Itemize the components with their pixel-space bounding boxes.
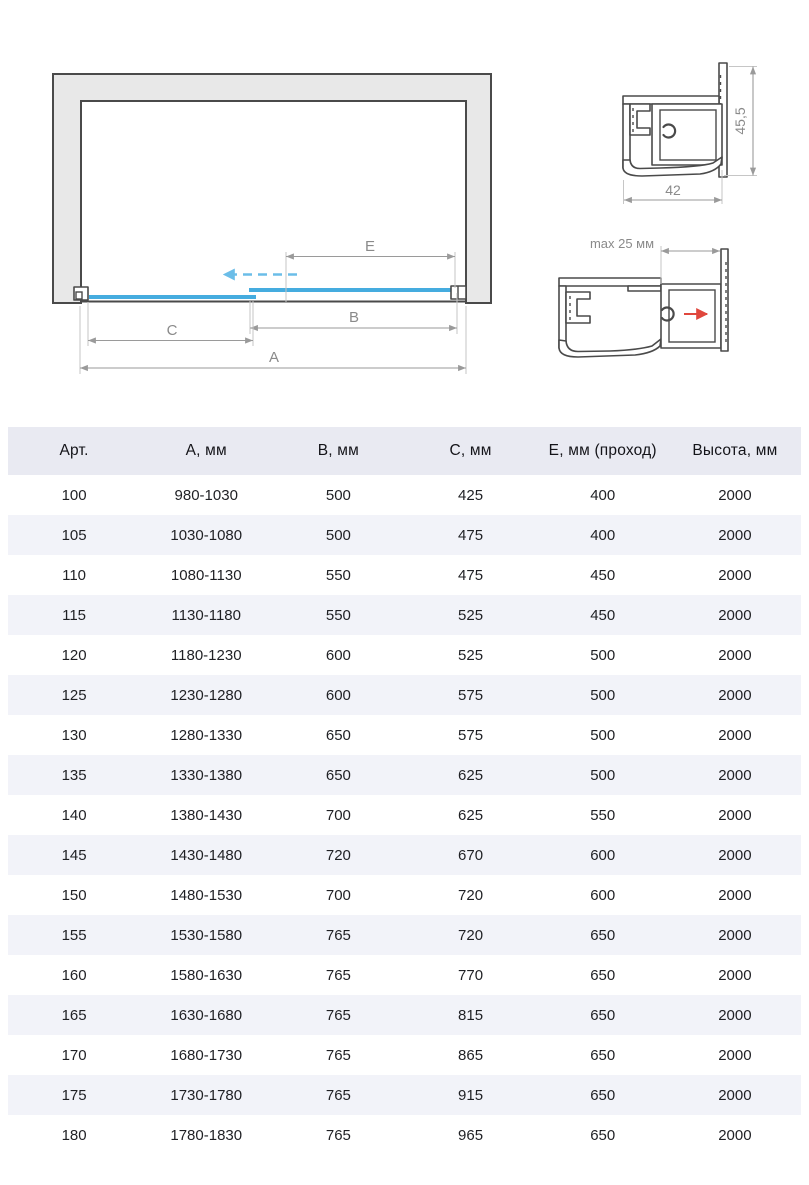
table-row <box>8 675 801 715</box>
table-cell: 650 <box>590 926 616 944</box>
table-row <box>8 915 801 955</box>
dimension-max-gap-label: max 25 мм <box>589 236 655 251</box>
table-cell: 550 <box>325 606 351 624</box>
table-cell: 600 <box>590 886 616 904</box>
table-cell: 450 <box>590 566 616 584</box>
dimension-e-label: E <box>364 238 376 255</box>
table-cell: 2000 <box>718 486 752 504</box>
table-cell: 650 <box>325 726 351 744</box>
table-cell: 525 <box>458 606 484 624</box>
table-cell: 2000 <box>718 806 752 824</box>
wall-profile-side <box>559 286 566 348</box>
dimension-e <box>286 238 455 302</box>
table-cell: 150 <box>61 886 87 904</box>
table-cell: 1480-1530 <box>170 886 243 904</box>
table-cell: 500 <box>590 646 616 664</box>
table-cell: 135 <box>61 766 87 784</box>
plan-view-diagram <box>53 74 491 374</box>
table-cell: 915 <box>458 1086 484 1104</box>
table-cell: 2000 <box>718 646 752 664</box>
table-cell: 105 <box>61 526 87 544</box>
table-cell: 1230-1280 <box>170 686 243 704</box>
table-cell: 2000 <box>718 606 752 624</box>
dimension-max-gap <box>590 236 720 284</box>
table-cell: 600 <box>590 846 616 864</box>
table-cell: 765 <box>325 1086 351 1104</box>
table-cell: 1030-1080 <box>170 526 243 544</box>
table-cell: 425 <box>458 486 484 504</box>
table-cell: 180 <box>61 1126 87 1144</box>
column-header: С, мм <box>404 427 536 475</box>
table-cell: 500 <box>325 526 351 544</box>
table-row <box>8 555 801 595</box>
sliding-door-panel <box>89 295 256 299</box>
table-cell: 650 <box>590 1046 616 1064</box>
drawings-svg <box>0 0 809 420</box>
table-row <box>8 995 801 1035</box>
column-header: А, мм <box>140 427 272 475</box>
table-cell: 160 <box>61 966 87 984</box>
fixed-glass-panel <box>249 288 457 292</box>
dimension-height-label: 45,5 <box>732 107 748 135</box>
table-cell: 650 <box>590 966 616 984</box>
table-cell: 450 <box>590 606 616 624</box>
table-body <box>8 475 801 1155</box>
table-cell: 2000 <box>718 726 752 744</box>
table-cell: 140 <box>61 806 87 824</box>
table-row <box>8 475 801 515</box>
table-cell: 650 <box>325 766 351 784</box>
table-cell: 170 <box>61 1046 87 1064</box>
table-cell: 765 <box>325 1006 351 1024</box>
column-header: Высота, мм <box>669 427 801 475</box>
table-cell: 1180-1230 <box>170 646 242 664</box>
table-cell: 125 <box>61 686 87 704</box>
column-header: Арт. <box>8 427 140 475</box>
table-cell: 1730-1780 <box>170 1086 243 1104</box>
right-wall-bracket <box>451 286 466 299</box>
table-cell: 2000 <box>718 846 752 864</box>
table-cell: 1380-1430 <box>170 806 243 824</box>
table-cell: 165 <box>61 1006 87 1024</box>
table-cell: 765 <box>325 966 351 984</box>
table-row <box>8 515 801 555</box>
table-cell: 500 <box>590 766 616 784</box>
top-web <box>623 96 719 104</box>
dimensions-table <box>8 427 801 1155</box>
table-cell: 700 <box>325 886 351 904</box>
table-cell: 2000 <box>718 966 752 984</box>
table-cell: 155 <box>61 926 87 944</box>
table-cell: 1280-1330 <box>170 726 243 744</box>
table-cell: 965 <box>458 1126 484 1144</box>
door-profile-chamber <box>661 284 721 348</box>
dimension-c <box>88 301 253 346</box>
table-cell: 100 <box>61 486 87 504</box>
left-wall <box>623 104 630 168</box>
door-wall-flange <box>721 249 728 351</box>
wall-profile-lip <box>559 339 661 357</box>
table-row <box>8 875 801 915</box>
table-cell: 1780-1830 <box>170 1126 243 1144</box>
dimension-b <box>250 293 457 334</box>
table-row <box>8 755 801 795</box>
table-cell: 1630-1680 <box>170 1006 243 1024</box>
table-cell: 600 <box>325 646 351 664</box>
table-cell: 865 <box>458 1046 484 1064</box>
hanger-rail <box>628 286 661 291</box>
table-cell: 980-1030 <box>174 486 238 504</box>
table-row <box>8 795 801 835</box>
table-cell: 2000 <box>718 926 752 944</box>
table-row <box>8 1075 801 1115</box>
table-cell: 2000 <box>718 886 752 904</box>
table-cell: 475 <box>458 526 484 544</box>
table-cell: 720 <box>458 926 484 944</box>
table-cell: 815 <box>458 1006 484 1024</box>
profile-section-top <box>623 63 757 204</box>
table-cell: 2000 <box>718 686 752 704</box>
table-cell: 525 <box>458 646 484 664</box>
table-cell: 765 <box>325 926 351 944</box>
table-cell: 700 <box>325 806 351 824</box>
table-cell: 600 <box>325 686 351 704</box>
table-cell: 2000 <box>718 566 752 584</box>
table-cell: 1680-1730 <box>170 1046 243 1064</box>
table-cell: 550 <box>590 806 616 824</box>
table-row <box>8 595 801 635</box>
table-cell: 2000 <box>718 526 752 544</box>
table-row <box>8 955 801 995</box>
table-row <box>8 715 801 755</box>
table-cell: 500 <box>590 726 616 744</box>
table-cell: 2000 <box>718 1046 752 1064</box>
table-cell: 2000 <box>718 1086 752 1104</box>
table-head <box>8 427 801 475</box>
wall-profile-web <box>559 278 661 286</box>
column-header: Е, мм (проход) <box>537 427 669 475</box>
table-cell: 2000 <box>718 1126 752 1144</box>
table-cell: 1130-1180 <box>171 606 241 624</box>
table-cell: 765 <box>325 1126 351 1144</box>
table-cell: 400 <box>590 486 616 504</box>
table-cell: 720 <box>325 846 351 864</box>
table-row <box>8 1115 801 1155</box>
table-cell: 175 <box>61 1086 87 1104</box>
table-cell: 1330-1380 <box>170 766 243 784</box>
dimension-b-label: B <box>348 309 360 326</box>
table-row <box>8 1035 801 1075</box>
table-cell: 575 <box>458 726 484 744</box>
profile-chamber <box>652 104 722 165</box>
table-cell: 650 <box>590 1086 616 1104</box>
table-cell: 625 <box>458 766 484 784</box>
wall-outline <box>53 74 491 303</box>
table-cell: 475 <box>458 566 484 584</box>
profile-section-bottom <box>559 236 728 357</box>
table-cell: 120 <box>61 646 87 664</box>
table-cell: 1580-1630 <box>170 966 243 984</box>
table-cell: 130 <box>61 726 87 744</box>
table-cell: 115 <box>62 606 87 624</box>
table-cell: 145 <box>61 846 87 864</box>
table-cell: 2000 <box>718 1006 752 1024</box>
table-cell: 550 <box>325 566 351 584</box>
table-cell: 400 <box>590 526 616 544</box>
column-header: В, мм <box>272 427 404 475</box>
table-cell: 650 <box>590 1126 616 1144</box>
table-cell: 2000 <box>718 766 752 784</box>
table-cell: 500 <box>590 686 616 704</box>
technical-drawings <box>0 0 809 420</box>
dimension-a-label: A <box>268 349 280 366</box>
dimension-height <box>724 67 757 176</box>
table-cell: 625 <box>458 806 484 824</box>
table-header-row <box>8 427 801 475</box>
table-row <box>8 635 801 675</box>
left-wall-bracket <box>74 287 88 300</box>
table-cell: 670 <box>458 846 484 864</box>
table-cell: 110 <box>62 566 87 584</box>
table-cell: 765 <box>325 1046 351 1064</box>
table-cell: 770 <box>458 966 484 984</box>
table-cell: 500 <box>325 486 351 504</box>
table-cell: 650 <box>590 1006 616 1024</box>
table-cell: 1530-1580 <box>170 926 243 944</box>
table-cell: 1080-1130 <box>170 566 242 584</box>
table-cell: 575 <box>458 686 484 704</box>
dimension-width-label: 42 <box>665 182 681 198</box>
table-cell: 1430-1480 <box>170 846 243 864</box>
table-row <box>8 835 801 875</box>
table-cell: 720 <box>458 886 484 904</box>
dimension-c-label: C <box>166 322 178 339</box>
